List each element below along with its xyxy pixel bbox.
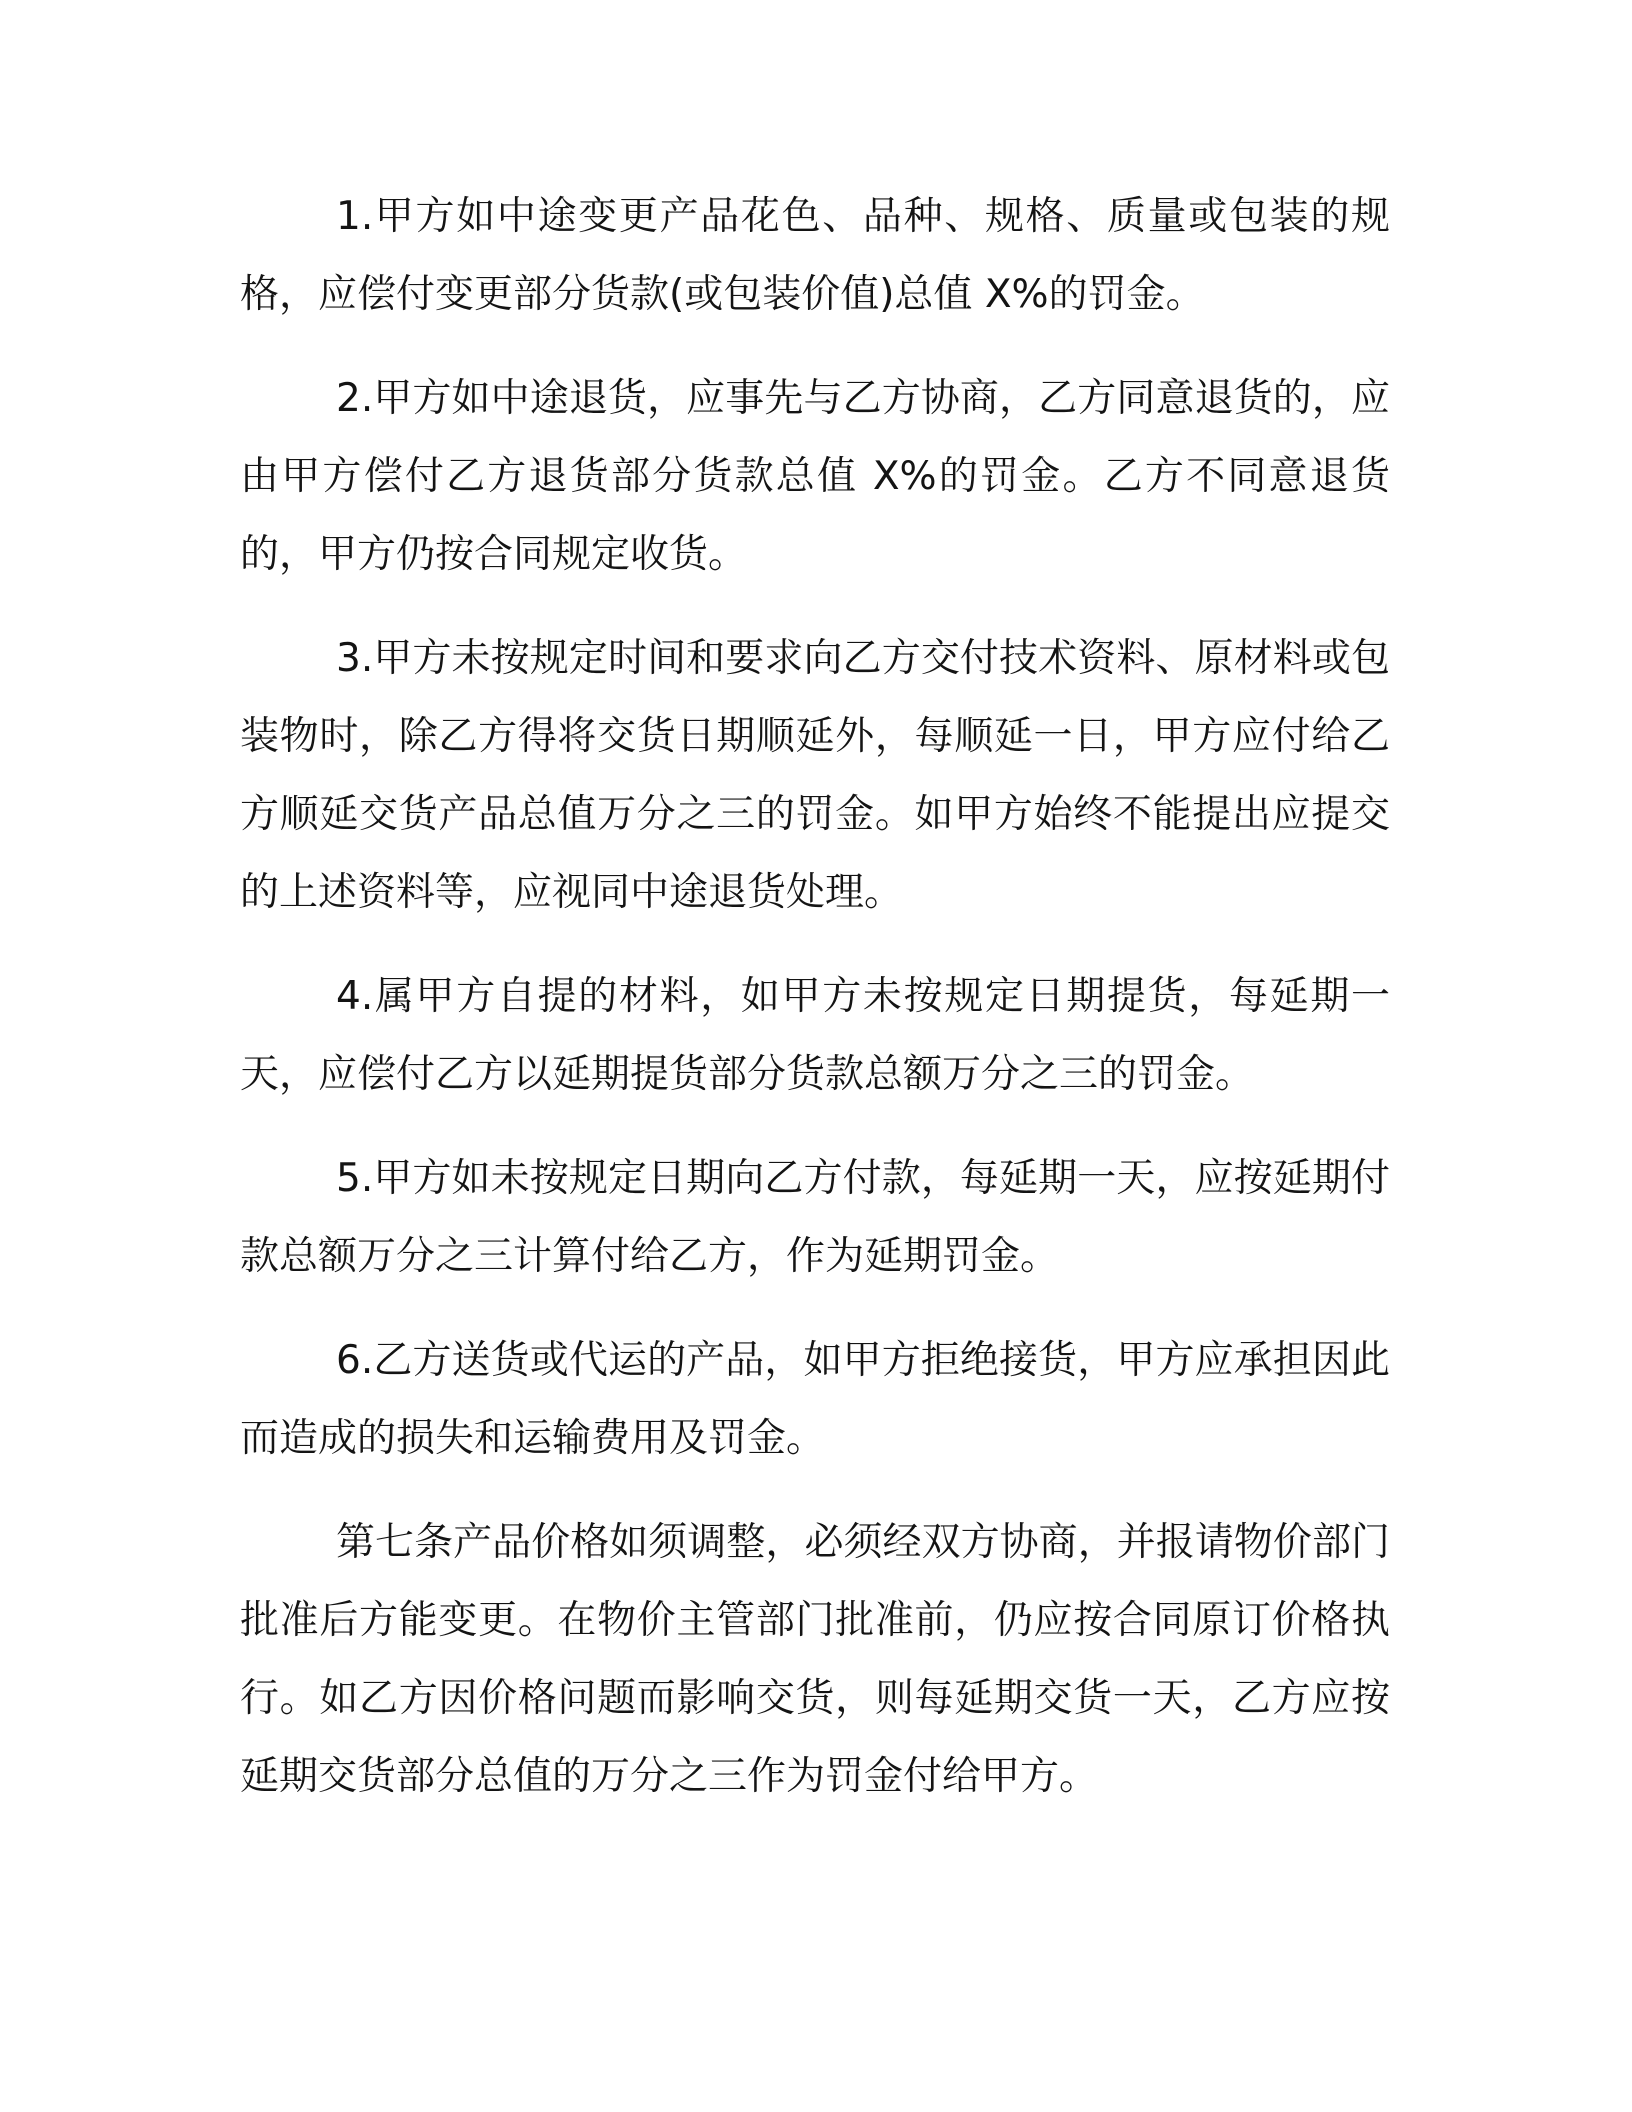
article-7-paragraph: 第七条产品价格如须调整，必须经双方协商，并报请物价部门批准后方能变更。在物价主管部门批准前，仍应按合同原订价格执行。如乙方因价格问题而影响交货，则每延期交货一天，乙方应按延期交货部分总值的万分之三作为罚金付给甲方。 bbox=[240, 1520, 1390, 1799]
clause-1-paragraph: 1.甲方如中途变更产品花色、品种、规格、质量或包装的规格，应偿付变更部分货款(或包装价值)总值 X%的罚金。 bbox=[240, 194, 1390, 317]
clause-4-paragraph: 4.属甲方自提的材料，如甲方未按规定日期提货，每延期一天，应偿付乙方以延期提货部分货款总额万分之三的罚金。 bbox=[240, 974, 1390, 1097]
clause-2-paragraph: 2.甲方如中途退货，应事先与乙方协商，乙方同意退货的，应由甲方偿付乙方退货部分货款总值 X%的罚金。乙方不同意退货的，甲方仍按合同规定收货。 bbox=[240, 376, 1390, 577]
clause-5-paragraph: 5.甲方如未按规定日期向乙方付款，每延期一天，应按延期付款总额万分之三计算付给乙方，作为延期罚金。 bbox=[240, 1156, 1390, 1279]
document-body bbox=[240, 178, 1390, 1842]
clause-6-paragraph: 6.乙方送货或代运的产品，如甲方拒绝接货，甲方应承担因此而造成的损失和运输费用及罚金。 bbox=[240, 1338, 1390, 1461]
clause-3-paragraph: 3.甲方未按规定时间和要求向乙方交付技术资料、原材料或包装物时，除乙方得将交货日期顺延外，每顺延一日，甲方应付给乙方顺延交货产品总值万分之三的罚金。如甲方始终不能提出应提交的上述资料等，应视同中途退货处理。 bbox=[240, 636, 1390, 915]
